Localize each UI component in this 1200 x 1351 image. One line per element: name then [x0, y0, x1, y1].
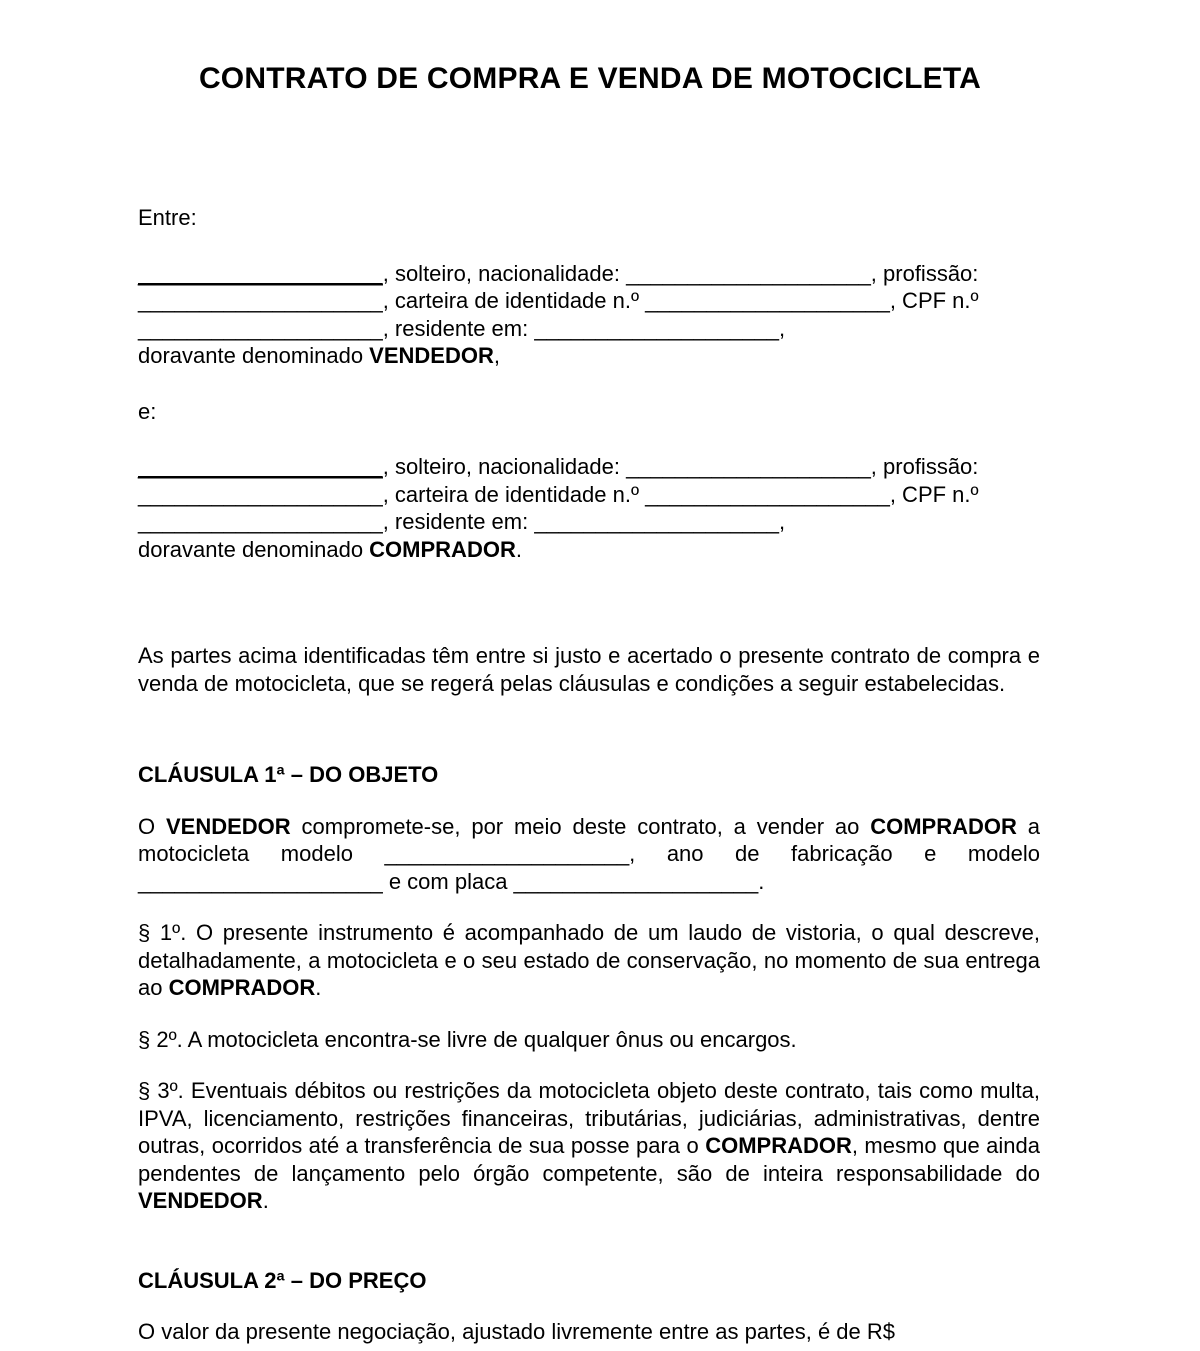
clause-1-main	[138, 813, 1040, 896]
buyer-designation-suffix: .	[515, 536, 522, 562]
seller-designation	[138, 342, 1040, 370]
seller-block	[138, 260, 1040, 370]
clause-2-paragraph: O valor da presente negociação, ajustado livremente entre as partes, é de R$	[138, 1319, 896, 1344]
clause-1-paragraph-1	[138, 919, 1040, 1002]
intro-paragraph: As partes acima identificadas têm entre si justo e acertado o presente contrato de compra e venda de motocicleta, que se regerá pelas cláusulas e condições a seguir estabelecidas.	[138, 643, 1040, 696]
between-label: Entre:	[138, 205, 197, 230]
clause-1-main-text-3: a motocicleta modelo ____________________, ano de fabricação e modelo ____________________ e com placa ____________________.	[138, 813, 1040, 894]
buyer-role: COMPRADOR	[369, 536, 516, 562]
seller-line-3: ____________________, residente em: ____________________,	[138, 315, 786, 341]
clause-1-paragraph-3-seller: VENDEDOR	[138, 1188, 263, 1213]
clause-1-paragraph-3-buyer: COMPRADOR	[705, 1133, 852, 1158]
clause-1-heading: CLÁUSULA 1ª – DO OBJETO	[138, 762, 439, 787]
seller-line-1	[138, 260, 1040, 288]
buyer-block	[138, 453, 1040, 563]
seller-line-2: ____________________, carteira de identidade n.º ____________________, CPF n.º	[138, 288, 979, 313]
and-label: e:	[138, 398, 157, 424]
document-body	[138, 204, 1040, 1346]
clause-1-paragraph-3-end: .	[262, 1188, 269, 1213]
clause-1-paragraph-2: § 2º. A motocicleta encontra-se livre de qualquer ônus ou encargos.	[138, 1026, 797, 1052]
clause-2-heading: CLÁUSULA 2ª – DO PREÇO	[138, 1267, 427, 1293]
clause-1-paragraph-3-text-2: , mesmo que ainda pendentes de lançamento pelo órgão competente, são de inteira responsabilidade do	[138, 1133, 1040, 1186]
buyer-name-blank: ____________________	[138, 454, 383, 479]
buyer-line-3: ____________________, residente em: ____________________,	[138, 509, 786, 534]
clause-1-paragraph-1-end: .	[315, 975, 322, 1000]
buyer-designation-prefix: doravante denominado	[138, 536, 370, 562]
document-title: CONTRATO DE COMPRA E VENDA DE MOTOCICLETA	[198, 62, 982, 95]
clause-1-paragraph-3	[138, 1077, 1040, 1215]
clause-1-buyer: COMPRADOR	[870, 813, 1017, 839]
seller-designation-prefix: doravante denominado	[138, 343, 370, 368]
buyer-designation	[138, 536, 1040, 564]
seller-role: VENDEDOR	[369, 343, 494, 368]
seller-designation-suffix: ,	[493, 343, 500, 368]
clause-1-paragraph-1-buyer: COMPRADOR	[168, 975, 316, 1000]
buyer-line-1-text: , solteiro, nacionalidade: ____________________, profissão:	[382, 454, 979, 479]
clause-1-main-text-1: O	[138, 813, 166, 839]
clause-1-paragraph-1-text: § 1º. O presente instrumento é acompanhado de um laudo de vistoria, o qual descreve, detalhadamente, a motocicleta e o seu estado de conservação, no momento de sua entrega ao	[138, 920, 1040, 1000]
clause-1-paragraph-3-text-1: § 3º. Eventuais débitos ou restrições da motocicleta objeto deste contrato, tais como multa, IPVA, licenciamento, restrições financeiras, tributárias, judiciárias, administrativas, dentre outras, ocorridos até a transferência de sua posse para o	[138, 1078, 1040, 1158]
clause-1-seller: VENDEDOR	[165, 813, 291, 839]
buyer-line-2: ____________________, carteira de identidade n.º ____________________, CPF n.º	[138, 481, 979, 507]
buyer-line-1	[138, 453, 1040, 481]
seller-name-blank: ____________________	[138, 260, 383, 286]
seller-line-1-text: , solteiro, nacionalidade: ____________________, profissão:	[382, 260, 979, 286]
clause-1-main-text-2: compromete-se, por meio deste contrato, a vender ao	[290, 813, 871, 839]
